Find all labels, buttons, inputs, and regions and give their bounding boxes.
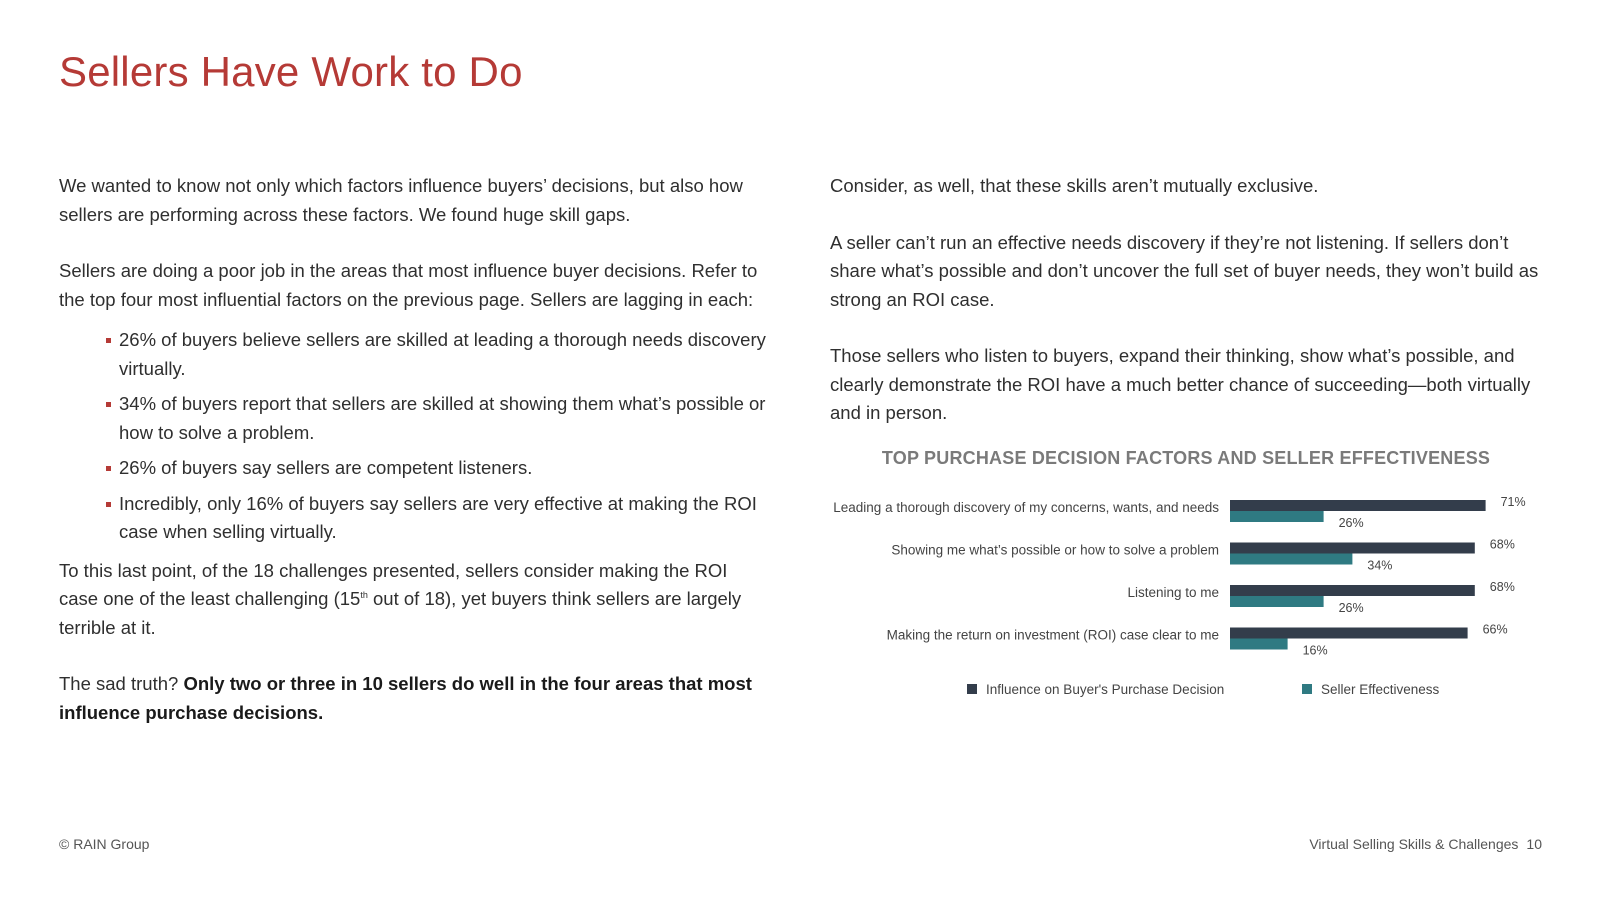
data-label: 34% [1367, 558, 1393, 573]
bar-effectiveness [1230, 639, 1288, 650]
finding-text: 34% of buyers report that sellers are skilled at showing them what’s possible or how to solve a problem. [119, 393, 766, 443]
roi-text-end: out of 18), yet buyers think sellers are largely terrible at it. [59, 588, 742, 638]
right-column [830, 172, 1542, 428]
bar-effectiveness [1230, 511, 1324, 522]
data-label: 66% [1482, 622, 1508, 637]
legend-swatch [1302, 684, 1312, 694]
lagging-paragraph: Sellers are doing a poor job in the areas that most influence buyer decisions. Refer to the top four most influential factors on the previous page. Sellers are lagging in each: [59, 260, 758, 310]
sad-truth-paragraph [59, 670, 771, 727]
bar-influence [1230, 500, 1486, 511]
bar-influence [1230, 585, 1475, 596]
data-label: 68% [1489, 580, 1515, 594]
discovery-paragraph: A seller can’t run an effective needs discovery if they’re not listening. If sellers don’t share what’s possible and don’t uncover the full set of buyer needs, they won’t build as strong an ROI case. [830, 231, 1539, 310]
page-number: 10 [1526, 836, 1542, 852]
category-label: Showing me what’s possible or how to solve a problem [891, 542, 1219, 558]
data-label: 26% [1338, 601, 1364, 615]
bar-influence [1230, 543, 1475, 554]
bullet-square-icon [106, 338, 111, 343]
footer-doc-title: Virtual Selling Skills & Challenges [1309, 836, 1519, 852]
page-title: Sellers Have Work to Do [59, 48, 523, 95]
left-column [59, 172, 771, 727]
data-label: 68% [1489, 537, 1515, 552]
category-label: Leading a thorough discovery of my concerns, wants, and needs [833, 500, 1219, 515]
finding-item [119, 390, 771, 447]
roi-paragraph [59, 557, 771, 643]
finding-text: Incredibly, only 16% of buyers say sellers are very effective at making the ROI case when selling virtually. [119, 492, 757, 542]
bar-chart [830, 478, 1542, 718]
intro-paragraph: We wanted to know not only which factors influence buyers’ decisions, but also how sellers are performing across these factors. We found huge skill gaps. [59, 175, 743, 225]
ordinal-suffix: th [360, 589, 368, 600]
data-label: 26% [1338, 516, 1364, 530]
category-label: Listening to me [1127, 585, 1219, 600]
finding-item [119, 454, 771, 483]
sad-truth-lead: The sad truth? [59, 673, 184, 694]
data-label: 71% [1500, 495, 1526, 509]
legend-label: Seller Effectiveness [1321, 682, 1440, 697]
finding-text: 26% of buyers say sellers are competent listeners. [119, 457, 533, 478]
footer-doc-info [1309, 836, 1542, 852]
roi-text-start: To this last point, of the 18 challenges presented, sellers consider making the ROI case one of the least challenging (15 [59, 559, 728, 609]
bar-effectiveness [1230, 554, 1352, 565]
findings-list [59, 326, 771, 547]
chart-title: TOP PURCHASE DECISION FACTORS AND SELLER EFFECTIVENESS [881, 448, 1491, 468]
data-label: 16% [1302, 643, 1328, 658]
finding-item [119, 326, 771, 383]
bar-influence [1230, 628, 1468, 639]
sad-truth-bold: Only two or three in 10 sellers do well in the four areas that most influence purchase decisions. [59, 673, 752, 723]
legend-label: Influence on Buyer's Purchase Decision [986, 682, 1225, 697]
bullet-square-icon [106, 402, 111, 407]
succeed-paragraph: Those sellers who listen to buyers, expand their thinking, show what’s possible, and clearly demonstrate the ROI have a much better chance of succeeding—both virtually and in person. [830, 345, 1531, 423]
bullet-square-icon [106, 502, 111, 507]
bar-effectiveness [1230, 596, 1324, 607]
category-label: Making the return on investment (ROI) case clear to me [886, 627, 1219, 643]
finding-item [119, 490, 771, 547]
bullet-square-icon [106, 466, 111, 471]
legend-swatch [967, 684, 977, 694]
finding-text: 26% of buyers believe sellers are skilled at leading a thorough needs discovery virtually. [119, 329, 766, 379]
footer-copyright: © RAIN Group [59, 836, 150, 852]
exclusive-paragraph: Consider, as well, that these skills aren’t mutually exclusive. [830, 175, 1319, 196]
